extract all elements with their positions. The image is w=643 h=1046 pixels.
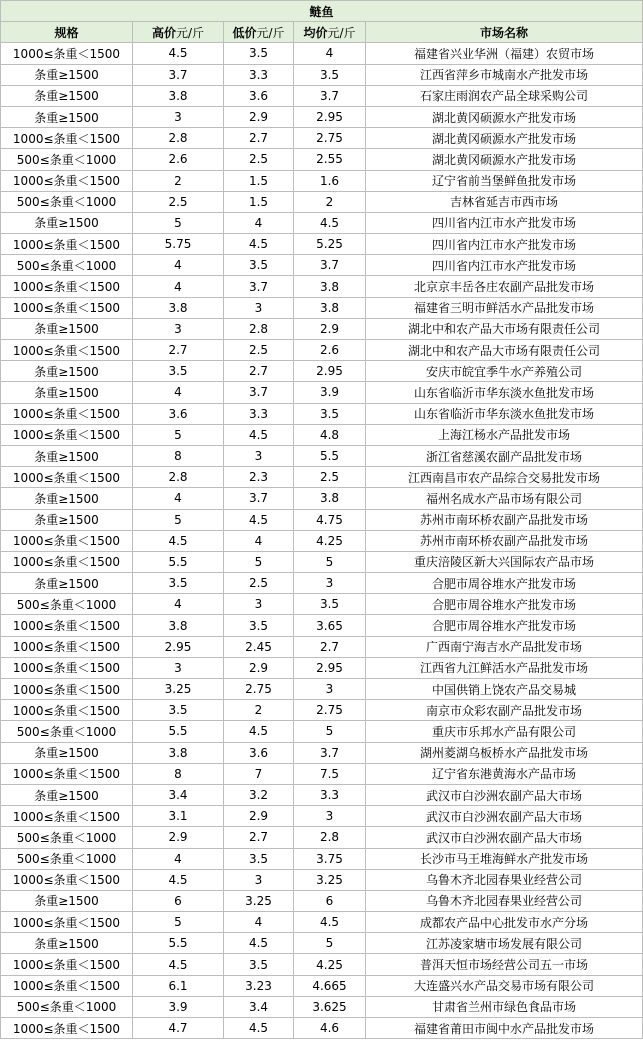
avg-price-cell: 3.5 xyxy=(294,64,366,85)
high-price-cell: 3.5 xyxy=(133,573,224,594)
avg-price-cell: 2.5 xyxy=(294,467,366,488)
table-row xyxy=(1,530,643,551)
market-name-cell: 安庆市皖宜季牛水产养殖公司 xyxy=(366,361,643,382)
high-price-cell: 3.1 xyxy=(133,806,224,827)
low-price-cell: 1.5 xyxy=(224,191,294,212)
table-row xyxy=(1,276,643,297)
low-price-cell: 4.5 xyxy=(224,721,294,742)
low-price-cell: 4.5 xyxy=(224,1018,294,1039)
avg-price-cell: 3.5 xyxy=(294,594,366,615)
spec-cell: 1000≤条重＜1500 xyxy=(1,1018,133,1039)
spec-cell: 1000≤条重＜1500 xyxy=(1,340,133,361)
avg-price-cell: 2 xyxy=(294,191,366,212)
spec-cell: 1000≤条重＜1500 xyxy=(1,869,133,890)
table-row xyxy=(1,382,643,403)
spec-cell: 条重≥1500 xyxy=(1,933,133,954)
market-name-cell: 普洱天恒市场经营公司五一市场 xyxy=(366,954,643,975)
avg-price-cell: 3 xyxy=(294,679,366,700)
market-name-cell: 湖北黄冈硕源水产批发市场 xyxy=(366,149,643,170)
low-price-cell: 3 xyxy=(224,297,294,318)
avg-price-cell: 4.6 xyxy=(294,1018,366,1039)
table-row xyxy=(1,657,643,678)
spec-cell: 1000≤条重＜1500 xyxy=(1,954,133,975)
high-price-cell: 4 xyxy=(133,382,224,403)
low-price-cell: 3 xyxy=(224,594,294,615)
spec-cell: 条重≥1500 xyxy=(1,488,133,509)
high-price-cell: 4 xyxy=(133,594,224,615)
table-row xyxy=(1,191,643,212)
high-price-cell: 4 xyxy=(133,848,224,869)
high-price-cell: 5.75 xyxy=(133,234,224,255)
high-price-cell: 3 xyxy=(133,106,224,127)
low-price-cell: 3.3 xyxy=(224,64,294,85)
market-name-cell: 江西南昌市农产品综合交易批发市场 xyxy=(366,467,643,488)
high-price-cell: 3.8 xyxy=(133,85,224,106)
avg-price-cell: 3.65 xyxy=(294,615,366,636)
table-row xyxy=(1,234,643,255)
high-price-cell: 8 xyxy=(133,763,224,784)
header-row xyxy=(1,22,643,43)
market-name-cell: 苏州市南环桥农副产品批发市场 xyxy=(366,530,643,551)
low-price-cell: 3.6 xyxy=(224,85,294,106)
spec-cell: 1000≤条重＜1500 xyxy=(1,467,133,488)
low-price-cell: 4 xyxy=(224,530,294,551)
spec-cell: 500≤条重＜1000 xyxy=(1,996,133,1017)
spec-cell: 条重≥1500 xyxy=(1,573,133,594)
avg-price-cell: 4.5 xyxy=(294,912,366,933)
avg-price-cell: 3.5 xyxy=(294,403,366,424)
table-row xyxy=(1,297,643,318)
low-price-cell: 3.5 xyxy=(224,43,294,64)
market-name-cell: 辽宁省东港黄海水产品市场 xyxy=(366,763,643,784)
low-price-cell: 2.8 xyxy=(224,318,294,339)
market-name-cell: 福建省莆田市闽中水产品批发市场 xyxy=(366,1018,643,1039)
low-price-cell: 2.75 xyxy=(224,679,294,700)
market-name-cell: 湖北黄冈硕源水产批发市场 xyxy=(366,128,643,149)
avg-price-cell: 3.75 xyxy=(294,848,366,869)
table-row xyxy=(1,551,643,572)
low-price-cell: 4 xyxy=(224,212,294,233)
high-price-cell: 5 xyxy=(133,912,224,933)
market-name-cell: 合肥市周谷堆水产批发市场 xyxy=(366,615,643,636)
high-price-cell: 8 xyxy=(133,445,224,466)
spec-cell: 1000≤条重＜1500 xyxy=(1,636,133,657)
avg-price-cell: 3.8 xyxy=(294,488,366,509)
spec-cell: 条重≥1500 xyxy=(1,784,133,805)
low-price-cell: 3.5 xyxy=(224,954,294,975)
spec-cell: 500≤条重＜1000 xyxy=(1,255,133,276)
market-name-cell: 山东省临沂市华东淡水鱼批发市场 xyxy=(366,382,643,403)
low-price-cell: 3.7 xyxy=(224,382,294,403)
market-name-cell: 武汉市白沙洲农副产品大市场 xyxy=(366,806,643,827)
market-name-cell: 福建省三明市鲜活水产品批发市场 xyxy=(366,297,643,318)
low-price-cell: 3.3 xyxy=(224,403,294,424)
spec-cell: 500≤条重＜1000 xyxy=(1,827,133,848)
spec-cell: 1000≤条重＜1500 xyxy=(1,530,133,551)
high-price-cell: 5 xyxy=(133,509,224,530)
table-row xyxy=(1,975,643,996)
low-price-cell: 3.4 xyxy=(224,996,294,1017)
table-row xyxy=(1,509,643,530)
high-price-cell: 6.1 xyxy=(133,975,224,996)
spec-cell: 1000≤条重＜1500 xyxy=(1,403,133,424)
low-price-cell: 2.3 xyxy=(224,467,294,488)
low-price-cell: 1.5 xyxy=(224,170,294,191)
low-price-cell: 7 xyxy=(224,763,294,784)
table-row xyxy=(1,827,643,848)
spec-cell: 500≤条重＜1000 xyxy=(1,594,133,615)
low-price-cell: 2.9 xyxy=(224,657,294,678)
market-name-cell: 合肥市周谷堆水产批发市场 xyxy=(366,573,643,594)
table-row xyxy=(1,467,643,488)
market-name-cell: 浙江省慈溪农副产品批发市场 xyxy=(366,445,643,466)
avg-price-cell: 1.6 xyxy=(294,170,366,191)
avg-price-cell: 3.8 xyxy=(294,276,366,297)
market-name-cell: 合肥市周谷堆水产批发市场 xyxy=(366,594,643,615)
market-name-cell: 江西省萍乡市城南水产批发市场 xyxy=(366,64,643,85)
spec-cell: 1000≤条重＜1500 xyxy=(1,43,133,64)
high-price-cell: 4.5 xyxy=(133,869,224,890)
high-price-cell: 4 xyxy=(133,276,224,297)
market-name-cell: 福州名成水产品市场有限公司 xyxy=(366,488,643,509)
spec-cell: 1000≤条重＜1500 xyxy=(1,234,133,255)
high-price-cell: 5.5 xyxy=(133,721,224,742)
market-name-cell: 湖北中和农产品大市场有限责任公司 xyxy=(366,318,643,339)
low-price-cell: 3.7 xyxy=(224,276,294,297)
spec-cell: 1000≤条重＜1500 xyxy=(1,975,133,996)
high-price-cell: 4.7 xyxy=(133,1018,224,1039)
market-name-cell: 湖北黄冈硕源水产批发市场 xyxy=(366,106,643,127)
low-price-cell: 2.9 xyxy=(224,106,294,127)
spec-cell: 条重≥1500 xyxy=(1,445,133,466)
market-name-cell: 苏州市南环桥农副产品批发市场 xyxy=(366,509,643,530)
low-price-cell: 2.5 xyxy=(224,149,294,170)
header-low-price: 低价元/斤 xyxy=(224,22,294,43)
table-row xyxy=(1,912,643,933)
high-price-cell: 4.5 xyxy=(133,954,224,975)
avg-price-cell: 4.8 xyxy=(294,424,366,445)
market-name-cell: 湖北中和农产品大市场有限责任公司 xyxy=(366,340,643,361)
high-price-cell: 2.7 xyxy=(133,340,224,361)
market-name-cell: 四川省内江市水产批发市场 xyxy=(366,255,643,276)
table-title: 鲢鱼 xyxy=(1,1,643,22)
low-price-cell: 5 xyxy=(224,551,294,572)
table-row xyxy=(1,954,643,975)
low-price-cell: 4.5 xyxy=(224,933,294,954)
table-row xyxy=(1,806,643,827)
table-row xyxy=(1,869,643,890)
avg-price-cell: 4.25 xyxy=(294,954,366,975)
low-price-cell: 3.5 xyxy=(224,615,294,636)
header-avg-price: 均价元/斤 xyxy=(294,22,366,43)
market-name-cell: 南京市众彩农副产品批发市场 xyxy=(366,700,643,721)
table-row xyxy=(1,615,643,636)
low-price-cell: 2.5 xyxy=(224,340,294,361)
spec-cell: 1000≤条重＜1500 xyxy=(1,615,133,636)
avg-price-cell: 2.75 xyxy=(294,700,366,721)
high-price-cell: 2 xyxy=(133,170,224,191)
table-row xyxy=(1,700,643,721)
table-row xyxy=(1,403,643,424)
low-price-cell: 3.5 xyxy=(224,255,294,276)
market-name-cell: 乌鲁木齐北园春果业经营公司 xyxy=(366,869,643,890)
market-name-cell: 广西南宁海吉水产品批发市场 xyxy=(366,636,643,657)
avg-price-cell: 3.7 xyxy=(294,85,366,106)
spec-cell: 条重≥1500 xyxy=(1,361,133,382)
avg-price-cell: 2.9 xyxy=(294,318,366,339)
high-price-cell: 3.8 xyxy=(133,615,224,636)
avg-price-cell: 3.25 xyxy=(294,869,366,890)
high-price-cell: 2.6 xyxy=(133,149,224,170)
spec-cell: 条重≥1500 xyxy=(1,85,133,106)
spec-cell: 条重≥1500 xyxy=(1,890,133,911)
low-price-cell: 3.2 xyxy=(224,784,294,805)
market-name-cell: 武汉市白沙洲农副产品大市场 xyxy=(366,784,643,805)
high-price-cell: 3.8 xyxy=(133,297,224,318)
title-row xyxy=(1,1,643,22)
low-price-cell: 3.23 xyxy=(224,975,294,996)
avg-price-cell: 3 xyxy=(294,573,366,594)
market-name-cell: 重庆市乐邦水产品有限公司 xyxy=(366,721,643,742)
table-row xyxy=(1,361,643,382)
market-name-cell: 成都农产品中心批发市水产分场 xyxy=(366,912,643,933)
high-price-cell: 2.8 xyxy=(133,128,224,149)
low-price-cell: 3 xyxy=(224,869,294,890)
spec-cell: 条重≥1500 xyxy=(1,106,133,127)
avg-price-cell: 2.95 xyxy=(294,361,366,382)
market-name-cell: 乌鲁木齐北园春果业经营公司 xyxy=(366,890,643,911)
spec-cell: 500≤条重＜1000 xyxy=(1,191,133,212)
header-market-name: 市场名称 xyxy=(366,22,643,43)
high-price-cell: 3 xyxy=(133,318,224,339)
market-name-cell: 山东省临沂市华东淡水鱼批发市场 xyxy=(366,403,643,424)
table-row xyxy=(1,43,643,64)
market-name-cell: 长沙市马王堆海鲜水产批发市场 xyxy=(366,848,643,869)
table-row xyxy=(1,149,643,170)
table-row xyxy=(1,445,643,466)
low-price-cell: 4.5 xyxy=(224,234,294,255)
spec-cell: 条重≥1500 xyxy=(1,382,133,403)
table-row xyxy=(1,170,643,191)
spec-cell: 500≤条重＜1000 xyxy=(1,149,133,170)
market-name-cell: 甘肃省兰州市绿色食品市场 xyxy=(366,996,643,1017)
market-name-cell: 福建省兴业华洲（福建）农贸市场 xyxy=(366,43,643,64)
market-name-cell: 中国供销上饶农产品交易城 xyxy=(366,679,643,700)
table-row xyxy=(1,488,643,509)
high-price-cell: 5 xyxy=(133,212,224,233)
table-row xyxy=(1,848,643,869)
low-price-cell: 2.7 xyxy=(224,361,294,382)
table-row xyxy=(1,679,643,700)
spec-cell: 1000≤条重＜1500 xyxy=(1,276,133,297)
high-price-cell: 3.9 xyxy=(133,996,224,1017)
low-price-cell: 3 xyxy=(224,445,294,466)
avg-price-cell: 3.8 xyxy=(294,297,366,318)
avg-price-cell: 4.25 xyxy=(294,530,366,551)
market-name-cell: 武汉市白沙洲农副产品大市场 xyxy=(366,827,643,848)
table-row xyxy=(1,106,643,127)
table-row xyxy=(1,424,643,445)
spec-cell: 1000≤条重＜1500 xyxy=(1,912,133,933)
avg-price-cell: 2.8 xyxy=(294,827,366,848)
spec-cell: 500≤条重＜1000 xyxy=(1,848,133,869)
market-name-cell: 四川省内江市水产批发市场 xyxy=(366,212,643,233)
spec-cell: 1000≤条重＜1500 xyxy=(1,297,133,318)
avg-price-cell: 3.3 xyxy=(294,784,366,805)
low-price-cell: 4.5 xyxy=(224,509,294,530)
market-name-cell: 吉林省延吉市西市场 xyxy=(366,191,643,212)
table-row xyxy=(1,721,643,742)
low-price-cell: 3.25 xyxy=(224,890,294,911)
high-price-cell: 2.5 xyxy=(133,191,224,212)
avg-price-cell: 3.7 xyxy=(294,742,366,763)
header-high-price: 高价元/斤 xyxy=(133,22,224,43)
high-price-cell: 3.6 xyxy=(133,403,224,424)
table-row xyxy=(1,763,643,784)
spec-cell: 1000≤条重＜1500 xyxy=(1,551,133,572)
high-price-cell: 3.5 xyxy=(133,700,224,721)
table-row xyxy=(1,255,643,276)
table-row xyxy=(1,64,643,85)
table-row xyxy=(1,212,643,233)
market-name-cell: 江西省九江鲜活水产品批发市场 xyxy=(366,657,643,678)
avg-price-cell: 4.665 xyxy=(294,975,366,996)
high-price-cell: 4.5 xyxy=(133,43,224,64)
spec-cell: 条重≥1500 xyxy=(1,64,133,85)
avg-price-cell: 2.55 xyxy=(294,149,366,170)
market-name-cell: 上海江杨水产品批发市场 xyxy=(366,424,643,445)
spec-cell: 条重≥1500 xyxy=(1,509,133,530)
spec-cell: 1000≤条重＜1500 xyxy=(1,763,133,784)
low-price-cell: 2.5 xyxy=(224,573,294,594)
high-price-cell: 5.5 xyxy=(133,551,224,572)
spec-cell: 条重≥1500 xyxy=(1,212,133,233)
avg-price-cell: 2.95 xyxy=(294,106,366,127)
high-price-cell: 2.95 xyxy=(133,636,224,657)
low-price-cell: 2.45 xyxy=(224,636,294,657)
table-row xyxy=(1,85,643,106)
spec-cell: 1000≤条重＜1500 xyxy=(1,657,133,678)
avg-price-cell: 5 xyxy=(294,721,366,742)
high-price-cell: 2.9 xyxy=(133,827,224,848)
market-name-cell: 北京京丰岳各庄农副产品批发市场 xyxy=(366,276,643,297)
market-name-cell: 湖州菱湖乌板桥水产品批发市场 xyxy=(366,742,643,763)
low-price-cell: 3.7 xyxy=(224,488,294,509)
high-price-cell: 3.25 xyxy=(133,679,224,700)
avg-price-cell: 4 xyxy=(294,43,366,64)
table-row xyxy=(1,318,643,339)
market-name-cell: 重庆涪陵区新大兴国际农产品市场 xyxy=(366,551,643,572)
high-price-cell: 3 xyxy=(133,657,224,678)
high-price-cell: 3.5 xyxy=(133,361,224,382)
high-price-cell: 6 xyxy=(133,890,224,911)
market-name-cell: 江苏凌家塘市场发展有限公司 xyxy=(366,933,643,954)
high-price-cell: 2.8 xyxy=(133,467,224,488)
table-row xyxy=(1,784,643,805)
low-price-cell: 3.5 xyxy=(224,848,294,869)
high-price-cell: 5 xyxy=(133,424,224,445)
table-row xyxy=(1,996,643,1017)
table-row xyxy=(1,128,643,149)
avg-price-cell: 2.6 xyxy=(294,340,366,361)
avg-price-cell: 2.75 xyxy=(294,128,366,149)
market-name-cell: 辽宁省前当堡鲜鱼批发市场 xyxy=(366,170,643,191)
low-price-cell: 2.7 xyxy=(224,128,294,149)
market-name-cell: 四川省内江市水产批发市场 xyxy=(366,234,643,255)
table-row xyxy=(1,933,643,954)
spec-cell: 1000≤条重＜1500 xyxy=(1,424,133,445)
high-price-cell: 4 xyxy=(133,488,224,509)
spec-cell: 条重≥1500 xyxy=(1,318,133,339)
table-row xyxy=(1,636,643,657)
avg-price-cell: 4.75 xyxy=(294,509,366,530)
spec-cell: 1000≤条重＜1500 xyxy=(1,700,133,721)
low-price-cell: 4.5 xyxy=(224,424,294,445)
table-row xyxy=(1,573,643,594)
low-price-cell: 2 xyxy=(224,700,294,721)
low-price-cell: 4 xyxy=(224,912,294,933)
avg-price-cell: 5.5 xyxy=(294,445,366,466)
table-row xyxy=(1,594,643,615)
avg-price-cell: 5 xyxy=(294,551,366,572)
low-price-cell: 3.6 xyxy=(224,742,294,763)
spec-cell: 1000≤条重＜1500 xyxy=(1,170,133,191)
avg-price-cell: 4.5 xyxy=(294,212,366,233)
table-row xyxy=(1,1018,643,1039)
table-row xyxy=(1,340,643,361)
spec-cell: 条重≥1500 xyxy=(1,742,133,763)
header-spec: 规格 xyxy=(1,22,133,43)
high-price-cell: 3.4 xyxy=(133,784,224,805)
avg-price-cell: 2.95 xyxy=(294,657,366,678)
low-price-cell: 2.9 xyxy=(224,806,294,827)
avg-price-cell: 2.7 xyxy=(294,636,366,657)
avg-price-cell: 3.9 xyxy=(294,382,366,403)
low-price-cell: 2.7 xyxy=(224,827,294,848)
high-price-cell: 3.8 xyxy=(133,742,224,763)
high-price-cell: 4.5 xyxy=(133,530,224,551)
table-row xyxy=(1,742,643,763)
high-price-cell: 4 xyxy=(133,255,224,276)
avg-price-cell: 3.7 xyxy=(294,255,366,276)
avg-price-cell: 5.25 xyxy=(294,234,366,255)
avg-price-cell: 3 xyxy=(294,806,366,827)
spec-cell: 500≤条重＜1000 xyxy=(1,721,133,742)
avg-price-cell: 6 xyxy=(294,890,366,911)
avg-price-cell: 7.5 xyxy=(294,763,366,784)
spec-cell: 1000≤条重＜1500 xyxy=(1,679,133,700)
table-row xyxy=(1,890,643,911)
high-price-cell: 5.5 xyxy=(133,933,224,954)
spec-cell: 1000≤条重＜1500 xyxy=(1,128,133,149)
market-name-cell: 石家庄雨润农产品全球采购公司 xyxy=(366,85,643,106)
avg-price-cell: 3.625 xyxy=(294,996,366,1017)
market-name-cell: 大连盛兴水产品交易市场有限公司 xyxy=(366,975,643,996)
spec-cell: 1000≤条重＜1500 xyxy=(1,806,133,827)
high-price-cell: 3.7 xyxy=(133,64,224,85)
avg-price-cell: 5 xyxy=(294,933,366,954)
